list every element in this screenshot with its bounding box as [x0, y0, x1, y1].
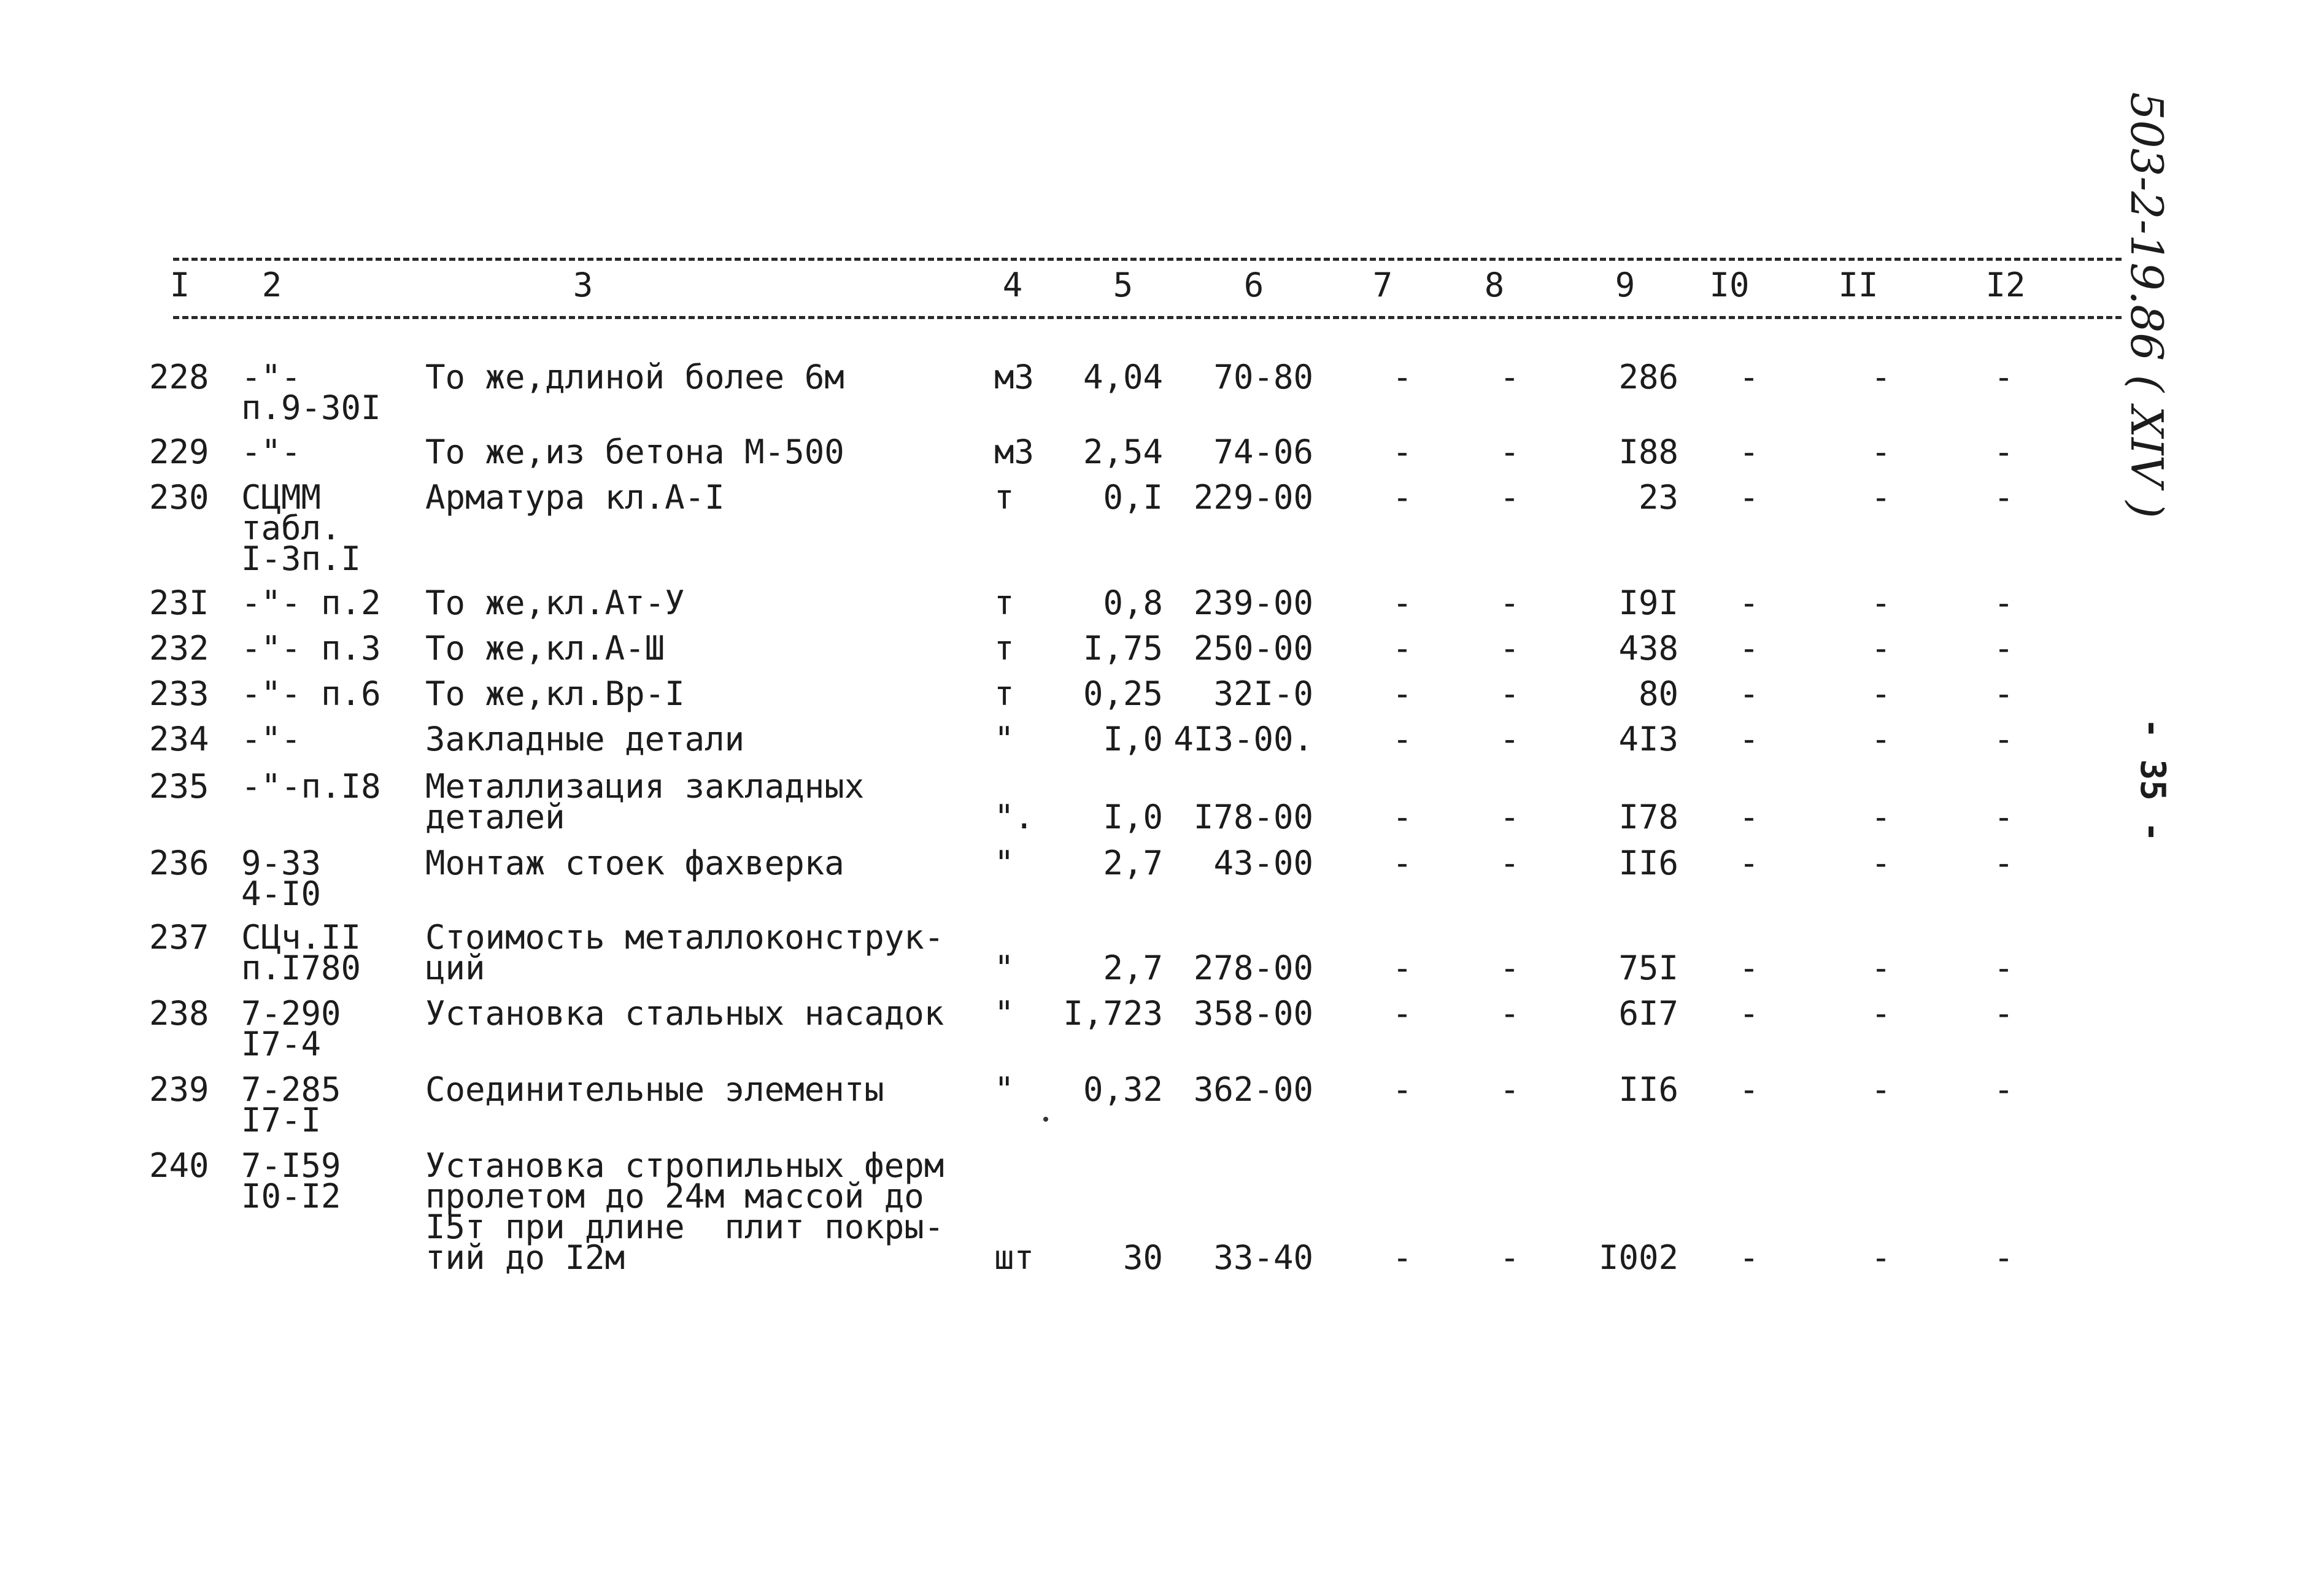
col-10-value: -	[1739, 720, 1759, 758]
norm-reference: 7-I59 I0-I2	[241, 1146, 341, 1216]
col-12-value: -	[1993, 949, 2014, 987]
work-description: Установка стропильных ферм пролетом до 24м массой до I5т при длине плит покры- тий до I2м	[425, 1146, 944, 1277]
col-11-value: -	[1871, 798, 1891, 836]
quantity: 2,54	[1083, 433, 1163, 471]
quantity: I,75	[1083, 629, 1163, 668]
norm-reference: -"-	[241, 720, 301, 758]
norm-reference: СЦч.II п.I780	[241, 918, 361, 987]
row-number: 240	[149, 1146, 209, 1185]
work-description: Установка стальных насадок	[425, 994, 944, 1033]
row-number: 232	[149, 629, 209, 668]
col-8-value: -	[1499, 1070, 1520, 1109]
col-7-value: -	[1392, 798, 1413, 836]
col-9-value: 438	[1618, 629, 1678, 668]
unit-price: 33-40	[1213, 1238, 1313, 1277]
col-9-value: 6I7	[1618, 994, 1678, 1033]
side-document-code: 503-2-19.86 ( XIV )	[2121, 92, 2172, 519]
row-number: 23I	[149, 584, 209, 622]
col-12-value: -	[1993, 674, 2014, 713]
col-11-value: -	[1871, 994, 1891, 1033]
row-number: 238	[149, 994, 209, 1033]
work-description: Арматура кл.А-I	[425, 478, 725, 517]
header-col-9: 9	[1615, 266, 1636, 304]
row-number: 239	[149, 1070, 209, 1109]
col-12-value: -	[1993, 584, 2014, 622]
work-description: Соединительные элементы	[425, 1070, 884, 1109]
norm-reference: 9-33 4-I0	[241, 844, 322, 913]
header-col-8: 8	[1484, 266, 1505, 304]
col-8-value: -	[1499, 629, 1520, 668]
col-10-value: -	[1739, 433, 1759, 471]
row-number: 233	[149, 674, 209, 713]
col-10-value: -	[1739, 949, 1759, 987]
header-top-rule	[173, 258, 2122, 261]
col-9-value: I9I	[1618, 584, 1678, 622]
col-11-value: -	[1871, 584, 1891, 622]
col-12-value: -	[1993, 798, 2014, 836]
row-number: 229	[149, 433, 209, 471]
unit-price: 278-00	[1193, 949, 1313, 987]
unit-of-measure: "	[994, 720, 1014, 758]
row-number: 234	[149, 720, 209, 758]
col-11-value: -	[1871, 1238, 1891, 1277]
work-description: То же,длиной более 6м	[425, 358, 844, 396]
col-11-value: -	[1871, 844, 1891, 882]
header-bottom-rule	[173, 316, 2122, 319]
col-8-value: -	[1499, 994, 1520, 1033]
col-10-value: -	[1739, 798, 1759, 836]
unit-of-measure: т	[994, 629, 1014, 668]
work-description: Металлизация закладных деталей	[425, 767, 865, 836]
col-11-value: -	[1871, 1070, 1891, 1109]
unit-price: I78-00	[1193, 798, 1313, 836]
work-description: Закладные детали	[425, 720, 745, 758]
unit-of-measure: м3	[994, 358, 1035, 396]
header-col-1: I	[169, 266, 190, 304]
header-col-12: I2	[1985, 266, 2026, 304]
unit-of-measure: "	[994, 949, 1014, 987]
col-9-value: 75I	[1618, 949, 1678, 987]
page-number: - 35 -	[2133, 718, 2172, 842]
header-col-7: 7	[1372, 266, 1393, 304]
unit-price: 74-06	[1213, 433, 1313, 471]
col-8-value: -	[1499, 720, 1520, 758]
col-8-value: -	[1499, 358, 1520, 396]
table-header-row	[0, 266, 2321, 309]
col-10-value: -	[1739, 674, 1759, 713]
col-9-value: 286	[1618, 358, 1678, 396]
col-9-value: I88	[1618, 433, 1678, 471]
norm-reference: 7-285 I7-I	[241, 1070, 341, 1139]
col-8-value: -	[1499, 1238, 1520, 1277]
col-10-value: -	[1739, 844, 1759, 882]
col-7-value: -	[1392, 1070, 1413, 1109]
header-col-6: 6	[1243, 266, 1264, 304]
row-number: 237	[149, 918, 209, 957]
col-11-value: -	[1871, 433, 1891, 471]
col-11-value: -	[1871, 674, 1891, 713]
row-number: 235	[149, 767, 209, 806]
quantity: 0,32	[1083, 1070, 1163, 1109]
col-12-value: -	[1993, 433, 2014, 471]
col-9-value: II6	[1618, 1070, 1678, 1109]
col-9-value: 4I3	[1618, 720, 1678, 758]
col-8-value: -	[1499, 798, 1520, 836]
col-8-value: -	[1499, 478, 1520, 517]
work-description: То же,кл.А-Ш	[425, 629, 665, 668]
col-7-value: -	[1392, 844, 1413, 882]
col-10-value: -	[1739, 1070, 1759, 1109]
col-8-value: -	[1499, 584, 1520, 622]
header-col-11: II	[1838, 266, 1879, 304]
col-10-value: -	[1739, 358, 1759, 396]
work-description: То же,кл.Ат-У	[425, 584, 685, 622]
unit-of-measure: "	[994, 1070, 1014, 1109]
header-col-5: 5	[1113, 266, 1133, 304]
col-8-value: -	[1499, 844, 1520, 882]
unit-of-measure: м3	[994, 433, 1035, 471]
header-col-4: 4	[1002, 266, 1023, 304]
col-7-value: -	[1392, 720, 1413, 758]
unit-of-measure: т	[994, 478, 1014, 517]
col-12-value: -	[1993, 358, 2014, 396]
col-11-value: -	[1871, 949, 1891, 987]
work-description: Стоимость металлоконструк- ций	[425, 918, 944, 987]
quantity: 2,7	[1103, 844, 1163, 882]
col-11-value: -	[1871, 720, 1891, 758]
col-7-value: -	[1392, 674, 1413, 713]
col-9-value: 80	[1638, 674, 1678, 713]
work-description: Монтаж стоек фахверка	[425, 844, 844, 882]
col-9-value: I002	[1598, 1238, 1678, 1277]
col-10-value: -	[1739, 1238, 1759, 1277]
col-8-value: -	[1499, 949, 1520, 987]
unit-price: 358-00	[1193, 994, 1313, 1033]
unit-price: 250-00	[1193, 629, 1313, 668]
quantity: 0,25	[1083, 674, 1163, 713]
col-7-value: -	[1392, 358, 1413, 396]
quantity: I,0	[1103, 798, 1163, 836]
col-9-value: II6	[1618, 844, 1678, 882]
col-10-value: -	[1739, 478, 1759, 517]
col-7-value: -	[1392, 478, 1413, 517]
col-12-value: -	[1993, 1238, 2014, 1277]
norm-reference: 7-290 I7-4	[241, 994, 341, 1063]
col-12-value: -	[1993, 720, 2014, 758]
unit-of-measure: ".	[994, 798, 1035, 836]
col-11-value: -	[1871, 358, 1891, 396]
header-col-10: I0	[1709, 266, 1750, 304]
work-description: То же,из бетона М-500	[425, 433, 844, 471]
col-10-value: -	[1739, 584, 1759, 622]
unit-price: 43-00	[1213, 844, 1313, 882]
unit-of-measure: шт	[994, 1238, 1035, 1277]
row-number: 236	[149, 844, 209, 882]
work-description: То же,кл.Вр-I	[425, 674, 685, 713]
norm-reference: -"- п.9-30I	[241, 358, 381, 427]
row-number: 230	[149, 478, 209, 517]
col-8-value: -	[1499, 433, 1520, 471]
norm-reference: -"-	[241, 433, 301, 471]
quantity: 0,I	[1103, 478, 1163, 517]
col-12-value: -	[1993, 994, 2014, 1033]
col-12-value: -	[1993, 1070, 2014, 1109]
header-col-3: 3	[573, 266, 593, 304]
unit-of-measure: "	[994, 844, 1014, 882]
col-9-value: 23	[1638, 478, 1678, 517]
quantity: 2,7	[1103, 949, 1163, 987]
col-11-value: -	[1871, 629, 1891, 668]
norm-reference: СЦММ табл. I-3п.I	[241, 478, 361, 578]
norm-reference: -"- п.2	[241, 584, 381, 622]
quantity: 30	[1122, 1238, 1163, 1277]
col-7-value: -	[1392, 584, 1413, 622]
unit-price: 32I-0	[1213, 674, 1313, 713]
header-col-2: 2	[261, 266, 282, 304]
col-7-value: -	[1392, 949, 1413, 987]
unit-price: 362-00	[1193, 1070, 1313, 1109]
col-7-value: -	[1392, 629, 1413, 668]
unit-of-measure: "	[994, 994, 1014, 1033]
unit-price: 70-80	[1213, 358, 1313, 396]
scan-speck	[1043, 1117, 1048, 1122]
col-8-value: -	[1499, 674, 1520, 713]
quantity: I,723	[1063, 994, 1163, 1033]
col-12-value: -	[1993, 478, 2014, 517]
col-9-value: I78	[1618, 798, 1678, 836]
unit-price: 229-00	[1193, 478, 1313, 517]
unit-price: 4I3-00.	[1173, 720, 1313, 758]
col-7-value: -	[1392, 994, 1413, 1033]
col-12-value: -	[1993, 629, 2014, 668]
norm-reference: -"- п.3	[241, 629, 381, 668]
col-7-value: -	[1392, 1238, 1413, 1277]
col-7-value: -	[1392, 433, 1413, 471]
col-12-value: -	[1993, 844, 2014, 882]
unit-of-measure: т	[994, 674, 1014, 713]
quantity: 0,8	[1103, 584, 1163, 622]
row-number: 228	[149, 358, 209, 396]
quantity: 4,04	[1083, 358, 1163, 396]
unit-of-measure: т	[994, 584, 1014, 622]
norm-reference: -"-п.I8	[241, 767, 381, 806]
col-10-value: -	[1739, 629, 1759, 668]
unit-price: 239-00	[1193, 584, 1313, 622]
col-10-value: -	[1739, 994, 1759, 1033]
norm-reference: -"- п.6	[241, 674, 381, 713]
quantity: I,0	[1103, 720, 1163, 758]
col-11-value: -	[1871, 478, 1891, 517]
